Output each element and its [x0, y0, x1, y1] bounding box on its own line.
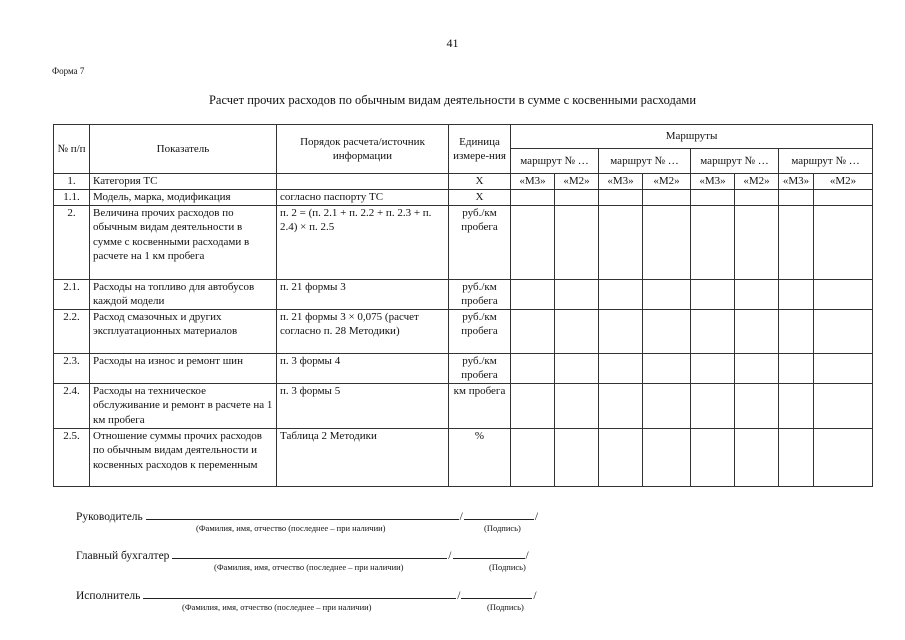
row-number: 2.4.	[54, 383, 90, 428]
document-title: Расчет прочих расходов по обычным видам деятельности в сумме с косвенными расходами	[208, 93, 697, 107]
signature-field[interactable]	[464, 508, 534, 520]
route-cell	[779, 279, 814, 309]
route-cell	[691, 383, 735, 428]
route-cell: «М2»	[555, 174, 599, 190]
route-cell	[643, 309, 691, 353]
table-row	[54, 205, 873, 279]
name-field[interactable]	[172, 547, 447, 559]
route-cell	[735, 428, 779, 486]
route-cell	[599, 353, 643, 383]
route-cell	[555, 353, 599, 383]
table-row	[54, 309, 873, 353]
name-field[interactable]	[143, 587, 456, 599]
route-cell	[814, 279, 873, 309]
row-indicator: Расходы на топливо для автобусов каждой модели	[90, 279, 277, 309]
route-cell	[599, 383, 643, 428]
row-number: 2.5.	[54, 428, 90, 486]
table-row	[54, 353, 873, 383]
route-cell	[643, 190, 691, 206]
signature-row	[76, 587, 538, 602]
calculation-table	[53, 124, 873, 487]
row-order: Таблица 2 Методики	[277, 428, 449, 486]
header-routes: Маршруты	[511, 125, 873, 149]
route-cell	[779, 205, 814, 279]
name-caption: (Фамилия, имя, отчество (последнее – при наличии)	[214, 562, 404, 572]
row-unit: руб./км пробега	[449, 205, 511, 279]
route-cell	[511, 428, 555, 486]
table-row	[54, 428, 873, 486]
route-cell	[511, 309, 555, 353]
route-cell	[814, 428, 873, 486]
route-cell	[511, 190, 555, 206]
signature-field[interactable]	[461, 587, 532, 599]
route-cell	[555, 428, 599, 486]
header-route-2: маршрут № …	[599, 149, 691, 174]
route-cell	[691, 279, 735, 309]
row-order	[277, 174, 449, 190]
route-cell	[599, 309, 643, 353]
route-cell	[735, 205, 779, 279]
signature-caption: (Подпись)	[489, 562, 526, 572]
separator: /	[459, 511, 463, 523]
route-cell	[643, 383, 691, 428]
separator: /	[457, 590, 461, 602]
row-unit: руб./км пробега	[449, 309, 511, 353]
row-number: 2.1.	[54, 279, 90, 309]
route-cell	[691, 428, 735, 486]
route-cell: «М2»	[735, 174, 779, 190]
row-indicator: Отношение суммы прочих расходов по обычным видам деятельности и косвенных расходов к переменным	[90, 428, 277, 486]
route-cell	[814, 353, 873, 383]
header-route-4: маршрут № …	[779, 149, 873, 174]
header-indicator: Показатель	[90, 125, 277, 174]
route-cell	[555, 205, 599, 279]
route-cell	[691, 309, 735, 353]
row-indicator: Величина прочих расходов по обычным видам деятельности в сумме с косвенными расходами в расчете на 1 км пробега	[90, 205, 277, 279]
signature-field[interactable]	[453, 547, 525, 559]
route-cell	[735, 190, 779, 206]
header-route-1: маршрут № …	[511, 149, 599, 174]
row-unit: %	[449, 428, 511, 486]
route-cell	[814, 190, 873, 206]
row-order: п. 3 формы 4	[277, 353, 449, 383]
route-cell	[511, 353, 555, 383]
separator: /	[525, 550, 529, 562]
route-cell	[735, 353, 779, 383]
name-caption: (Фамилия, имя, отчество (последнее – при наличии)	[182, 602, 372, 612]
signature-caption: (Подпись)	[484, 523, 521, 533]
row-number: 2.2.	[54, 309, 90, 353]
route-cell	[555, 190, 599, 206]
table-row	[54, 190, 873, 206]
row-unit: X	[449, 190, 511, 206]
page-number: 41	[446, 36, 459, 50]
route-cell	[779, 383, 814, 428]
row-order: согласно паспорту ТС	[277, 190, 449, 206]
row-order: п. 21 формы 3 × 0,075 (расчет согласно п. 28 Методики)	[277, 309, 449, 353]
route-cell: «М3»	[691, 174, 735, 190]
route-cell	[511, 279, 555, 309]
route-cell: «М2»	[814, 174, 873, 190]
route-cell	[814, 309, 873, 353]
route-cell	[735, 383, 779, 428]
name-caption: (Фамилия, имя, отчество (последнее – при наличии)	[196, 523, 386, 533]
header-num: № п/п	[54, 125, 90, 174]
separator: /	[533, 590, 537, 602]
row-number: 1.	[54, 174, 90, 190]
row-number: 2.	[54, 205, 90, 279]
form-label: Форма 7	[52, 66, 85, 76]
row-order: п. 2 = (п. 2.1 + п. 2.2 + п. 2.3 + п. 2.4) × п. 2.5	[277, 205, 449, 279]
row-indicator: Категория ТС	[90, 174, 277, 190]
route-cell	[555, 383, 599, 428]
route-cell	[643, 428, 691, 486]
route-cell	[599, 279, 643, 309]
table-row	[54, 174, 873, 190]
route-cell	[599, 428, 643, 486]
route-cell	[691, 205, 735, 279]
route-cell	[779, 353, 814, 383]
route-cell	[643, 353, 691, 383]
route-cell	[599, 190, 643, 206]
separator: /	[448, 550, 452, 562]
row-unit: X	[449, 174, 511, 190]
row-indicator: Расходы на износ и ремонт шин	[90, 353, 277, 383]
route-cell	[511, 205, 555, 279]
route-cell	[814, 383, 873, 428]
row-unit: руб./км пробега	[449, 353, 511, 383]
row-order: п. 3 формы 5	[277, 383, 449, 428]
route-cell	[814, 205, 873, 279]
row-indicator: Расходы на техническое обслуживание и ремонт в расчете на 1 км пробега	[90, 383, 277, 428]
row-indicator: Расход смазочных и других эксплуатационных материалов	[90, 309, 277, 353]
row-number: 2.3.	[54, 353, 90, 383]
route-cell	[691, 190, 735, 206]
row-indicator: Модель, марка, модификация	[90, 190, 277, 206]
route-cell: «М3»	[779, 174, 814, 190]
row-unit: км пробега	[449, 383, 511, 428]
route-cell	[735, 279, 779, 309]
signature-row	[76, 508, 539, 523]
header-order: Порядок расчета/источник информации	[277, 125, 449, 174]
route-cell: «М3»	[599, 174, 643, 190]
route-cell	[643, 205, 691, 279]
route-cell: «М3»	[511, 174, 555, 190]
header-unit: Единица измере-ния	[449, 125, 511, 174]
row-order: п. 21 формы 3	[277, 279, 449, 309]
route-cell	[511, 383, 555, 428]
signature-row	[76, 547, 530, 562]
route-cell	[779, 428, 814, 486]
route-cell	[691, 353, 735, 383]
table-row	[54, 383, 873, 428]
route-cell	[779, 309, 814, 353]
row-unit: руб./км пробега	[449, 279, 511, 309]
table-row	[54, 279, 873, 309]
route-cell	[779, 190, 814, 206]
route-cell	[599, 205, 643, 279]
route-cell: «М2»	[643, 174, 691, 190]
separator: /	[534, 511, 539, 523]
route-cell	[555, 279, 599, 309]
name-field[interactable]	[146, 508, 459, 520]
signature-role: Главный бухгалтер	[76, 550, 173, 562]
route-cell	[735, 309, 779, 353]
row-number: 1.1.	[54, 190, 90, 206]
header-route-3: маршрут № …	[691, 149, 779, 174]
signature-role: Руководитель	[76, 511, 146, 523]
signature-role: Исполнитель	[76, 590, 144, 602]
route-cell	[643, 279, 691, 309]
route-cell	[555, 309, 599, 353]
signature-caption: (Подпись)	[487, 602, 524, 612]
